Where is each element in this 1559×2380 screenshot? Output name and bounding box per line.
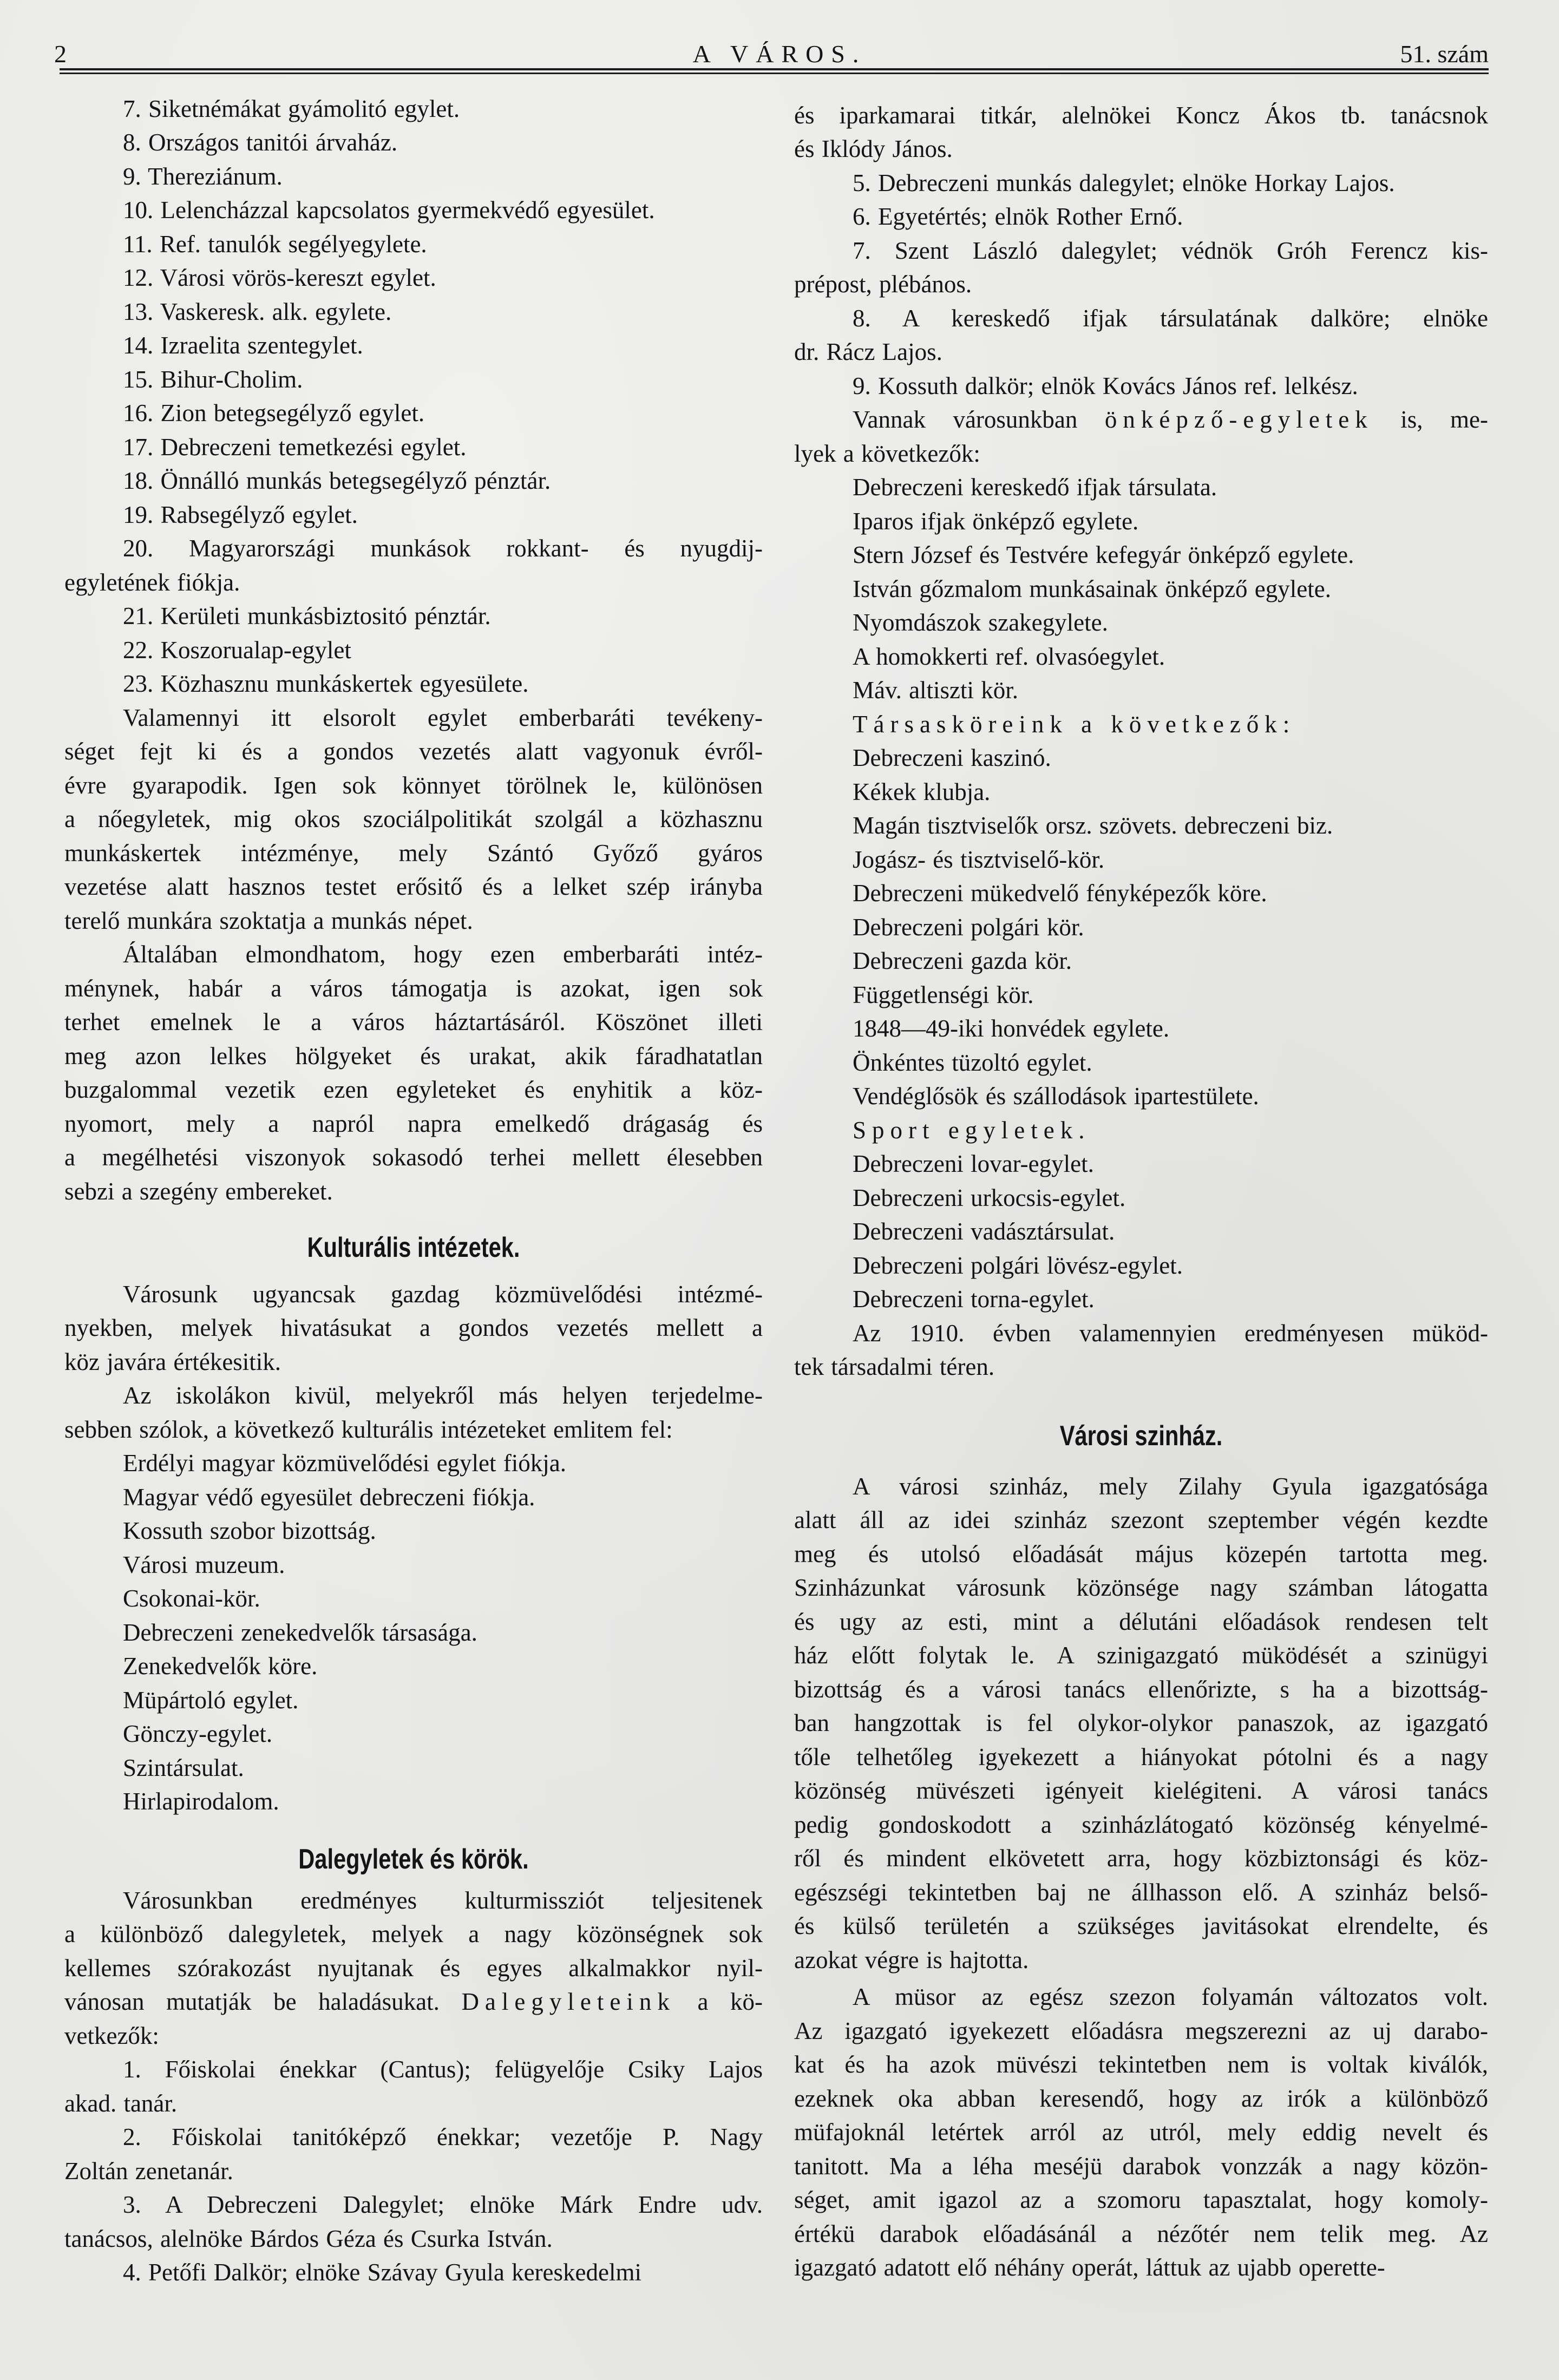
paragraph <box>794 234 1488 301</box>
paragraph <box>64 1582 763 1616</box>
text-line: meg azon lelkes hölgyeket és urakat, akik fáradhatatlan <box>64 1042 763 1070</box>
paragraph <box>64 193 763 227</box>
text-line: 3. A Debreczeni Dalegylet; elnöke Márk Endre udv. <box>123 2191 763 2219</box>
paragraph <box>64 1616 763 1650</box>
text-line: Debreczeni gazda kör. <box>853 947 1072 975</box>
paragraph <box>64 498 763 532</box>
paragraph <box>64 633 763 667</box>
text-line: közönség müvészeti igényeit kielégiteni. A városi tanács <box>794 1777 1488 1805</box>
spaced-emphasis: Dalegyleteink <box>461 1988 676 2016</box>
left-column <box>64 0 763 2380</box>
issue-number: 51. szám <box>1400 40 1489 68</box>
text-line: 1. Főiskolai énekkar (Cantus); felügyelője Csiky Lajos <box>123 2056 763 2083</box>
page-number: 2 <box>54 40 67 68</box>
text-line: tek társadalmi téren. <box>794 1353 995 1381</box>
text-line <box>794 403 1488 437</box>
paragraph <box>64 2120 763 2188</box>
paragraph <box>794 876 1488 910</box>
paragraph <box>64 261 763 295</box>
paragraph <box>64 1548 763 1582</box>
paragraph <box>64 2256 763 2290</box>
paragraph <box>794 572 1488 606</box>
text-line: 14. Izraelita szentegylet. <box>123 332 363 359</box>
paragraph <box>64 2053 763 2120</box>
paragraph <box>794 1147 1488 1181</box>
paragraph <box>794 707 1488 742</box>
text-line: Zoltán zenetanár. <box>64 2157 233 2185</box>
text-block <box>64 92 763 1209</box>
text-line: nyekben, melyek hivatásukat a gondos vezetés mellett a <box>64 1314 763 1342</box>
paragraph <box>794 200 1488 234</box>
spaced-emphasis: Sport egyletek. <box>853 1116 1091 1144</box>
text-segment: a kö- <box>675 1988 763 2016</box>
text-line: Hirlapirodalom. <box>123 1788 279 1815</box>
text-line: köz javára értékesitik. <box>64 1348 281 1375</box>
text-line: pedig gondoskodott a szinházlátogató közönség kényelmé- <box>794 1811 1488 1838</box>
text-line: Debreczeni torna-egylet. <box>853 1286 1095 1313</box>
text-line: dr. Rácz Lajos. <box>794 338 942 366</box>
text-line: 6. Egyetértés; elnök Rother Ernő. <box>853 203 1183 231</box>
section-heading-block <box>794 1420 1488 1455</box>
text-line: 9. Thereziánum. <box>123 162 283 190</box>
text-line: és iparkamarai titkár, alelnökei Koncz Ákos tb. tanácsnok <box>794 101 1488 129</box>
text-line: buzgalommal vezetik ezen egyleteket és enyhitik a köz- <box>64 1076 763 1104</box>
text-line: Müpártoló egylet. <box>123 1686 299 1714</box>
text-line: 23. Közhasznu munkáskertek egyesülete. <box>123 670 529 698</box>
text-line: Debreczeni polgári lövész-egylet. <box>853 1251 1183 1279</box>
text-line: Debreczeni urkocsis-egylet. <box>853 1184 1126 1211</box>
paragraph <box>64 599 763 633</box>
text-line: Jogász- és tisztviselő-kör. <box>853 845 1105 873</box>
paragraph <box>64 667 763 701</box>
text-line: ről és mindent elkövetett arra, hogy közbiztonsági és köz- <box>794 1845 1488 1872</box>
paragraph <box>64 126 763 160</box>
paragraph <box>64 1751 763 1785</box>
text-line: Debreczeni polgári kör. <box>853 913 1084 941</box>
paragraph <box>794 1316 1488 1384</box>
text-line: nyomort, mely a napról napra emelkedő drágaság és <box>64 1110 763 1137</box>
text-line: A városi szinház, mely Zilahy Gyula igazgatósága <box>853 1472 1488 1500</box>
text-line: tanitott. Ma a léha meséjü darabok vonzzák a nagy közön- <box>794 2152 1488 2180</box>
text-line: a különböző dalegyletek, melyek a nagy közönségnek sok <box>64 1920 763 1948</box>
text-line: vetkezők: <box>64 2022 159 2049</box>
paragraph <box>64 396 763 430</box>
paragraph <box>64 937 763 1208</box>
paragraph <box>794 843 1488 877</box>
text-line: Erdélyi magyar közmüvelődési egylet fiókja. <box>123 1450 566 1477</box>
text-line: akad. tanár. <box>64 2089 178 2117</box>
text-line: Vendéglősök és szállodások ipartestülete. <box>853 1083 1259 1110</box>
text-line: 11. Ref. tanulók segélyegylete. <box>123 230 427 258</box>
paragraph <box>794 1079 1488 1113</box>
text-line: tőle telhetőleg igyekezett a hiányokat pótolni és a nagy <box>794 1743 1488 1771</box>
text-segment: Vannak városunkban <box>853 406 1105 434</box>
text-block <box>64 1884 763 2290</box>
text-line: és Iklódy János. <box>794 135 953 163</box>
section-heading: Kulturális intézetek. <box>307 1232 520 1263</box>
paragraph <box>794 1282 1488 1316</box>
paragraph <box>794 910 1488 945</box>
text-block <box>794 99 1488 1384</box>
paragraph <box>794 470 1488 504</box>
text-line: ban hangzottak is fel olykor-olykor panaszok, az igazgató <box>794 1709 1488 1737</box>
text-line: Nyomdászok szakegylete. <box>853 609 1108 637</box>
newspaper-title: A VÁROS. <box>692 40 867 68</box>
text-line: meg és utolsó előadását május közepén tartotta meg. <box>794 1540 1488 1568</box>
text-line: egészségi tekintetben baj ne állhasson elő. A szinház belső- <box>794 1878 1488 1906</box>
text-line: igazgató adatott elő néhány operát, láttuk az ujabb operette- <box>794 2254 1385 2281</box>
paragraph <box>64 2188 763 2256</box>
paragraph <box>794 1012 1488 1046</box>
text-line: 21. Kerületi munkásbiztositó pénztár. <box>123 602 491 630</box>
text-line: Valamennyi itt elsorolt egylet emberbaráti tevékeny- <box>123 704 763 731</box>
paragraph <box>794 538 1488 572</box>
text-line: Debreczeni lovar-egylet. <box>853 1150 1094 1178</box>
text-line: Magyar védő egyesület debreczeni fiókja. <box>123 1483 535 1511</box>
paragraph <box>64 160 763 194</box>
paragraph <box>64 363 763 397</box>
text-segment: vánosan mutatják be haladásukat. <box>64 1988 462 2016</box>
text-line: ezeknek oka abban keresendő, hogy az irók a különböző <box>794 2084 1488 2112</box>
text-line: terhet emelnek le a város háztartásáról. Köszönet illeti <box>64 1008 763 1036</box>
paragraph <box>794 978 1488 1012</box>
text-line: Magán tisztviselők orsz. szövets. debreczeni biz. <box>853 812 1333 840</box>
text-line: Az iskolákon kivül, melyekről más helyen terjedelme- <box>123 1382 763 1409</box>
paragraph <box>794 99 1488 166</box>
text-line: Városunkban eredményes kulturmissziót teljesitenek <box>123 1886 763 1914</box>
text-line: lyek a következők: <box>794 440 980 467</box>
text-line: 1848—49-iki honvédek egylete. <box>853 1015 1170 1043</box>
paragraph <box>794 809 1488 843</box>
text-line: és ugy az esti, mint a délutáni előadások rendesen telt <box>794 1608 1488 1635</box>
text-line: Az igazgató igyekezett előadásra megszerezni az uj darabo- <box>794 2017 1488 2044</box>
text-line: Városunk ugyancsak gazdag közmüvelődési intézmé- <box>123 1280 763 1308</box>
text-line: 10. Lelencházzal kapcsolatos gyermekvédő egyesület. <box>123 196 655 224</box>
paragraph <box>794 944 1488 978</box>
text-line: ménynek, habár a város támogatja is azokat, igen sok <box>64 974 763 1002</box>
text-line: 13. Vaskeresk. alk. egylete. <box>123 298 392 325</box>
text-line: Stern József és Testvére kefegyár önképző egylete. <box>853 541 1354 569</box>
paragraph <box>794 301 1488 369</box>
right-column <box>794 0 1488 2380</box>
text-line: munkáskertek intézménye, mely Szántó Győző gyáros <box>64 839 763 867</box>
text-line: Iparos ifjak önképző egylete. <box>853 507 1139 535</box>
text-line: értékü darabok előadásánál a nézőtér nem telik meg. Az <box>794 2220 1488 2247</box>
spaced-emphasis: Társasköreink a következők: <box>853 710 1296 738</box>
text-line: 8. A kereskedő ifjak társulatának dalköre; elnöke <box>853 304 1488 332</box>
text-line: Általában elmondhatom, hogy ezen emberbaráti intéz- <box>123 941 763 968</box>
text-line <box>794 707 1488 742</box>
text-line: Szinházunkat városunk közönsége nagy számban látogatta <box>794 1574 1488 1602</box>
text-line: séget, amit igazol az a szomoru tapasztalat, hogy komoly- <box>794 2186 1488 2214</box>
paragraph <box>794 1470 1488 1977</box>
text-line: bizottság és a városi tanács ellenőrizte, s ha a bizottság- <box>794 1675 1488 1703</box>
paragraph <box>64 1785 763 1819</box>
paragraph <box>794 166 1488 200</box>
text-line: 15. Bihur-Cholim. <box>123 365 303 393</box>
text-line: Debreczeni mükedvelő fényképezők köre. <box>853 880 1267 907</box>
paragraph <box>794 504 1488 539</box>
text-block <box>64 1277 763 1819</box>
text-line: 16. Zion betegsegélyző egylet. <box>123 399 425 427</box>
text-line: Városi muzeum. <box>123 1551 285 1578</box>
text-line: Debreczeni kaszinó. <box>853 744 1051 772</box>
paragraph <box>794 369 1488 403</box>
text-line: Kékek klubja. <box>853 778 991 805</box>
paragraph <box>794 741 1488 775</box>
text-line: kellemes szórakozást nyujtanak és egyes alkalmakkor nyil- <box>64 1954 763 1982</box>
paragraph <box>64 1480 763 1514</box>
paragraph <box>794 1980 1488 2285</box>
paragraph <box>64 92 763 126</box>
text-line: Kossuth szobor bizottság. <box>123 1517 376 1545</box>
paragraph <box>64 1683 763 1717</box>
text-line: a nőegyletek, mig okos szociálpolitikát szolgál a közhasznu <box>64 805 763 833</box>
paragraph <box>64 464 763 498</box>
paragraph <box>64 1446 763 1480</box>
text-line: Debreczeni vadásztársulat. <box>853 1218 1115 1245</box>
paragraph <box>64 1379 763 1446</box>
text-line: 12. Városi vörös-kereszt egylet. <box>123 264 436 292</box>
text-line: Függetlenségi kör. <box>853 981 1034 1008</box>
text-line: müfajoknál letértek arról az utról, mely eddig nevelt és <box>794 2119 1488 2146</box>
paragraph <box>794 640 1488 674</box>
text-line: Máv. altiszti kör. <box>853 677 1019 704</box>
text-line <box>794 1113 1488 1148</box>
paragraph <box>794 673 1488 707</box>
paragraph <box>64 701 763 938</box>
text-line: 4. Petőfi Dalkör; elnöke Szávay Gyula kereskedelmi <box>123 2259 641 2286</box>
text-line: azokat végre is hajtotta. <box>794 1946 1029 1974</box>
text-line: 5. Debreczeni munkás dalegylet; elnöke Horkay Lajos. <box>853 169 1395 196</box>
text-line: 9. Kossuth dalkör; elnök Kovács János ref. lelkész. <box>853 372 1358 399</box>
paragraph <box>64 1277 763 1379</box>
paragraph <box>794 1215 1488 1249</box>
text-line: kat és ha azok müvészi tekintetben nem is voltak kiválók, <box>794 2051 1488 2079</box>
text-line: Csokonai-kör. <box>123 1585 260 1612</box>
text-line: vezetése alatt hasznos testet erősitő és a lelket szép irányba <box>64 873 763 901</box>
text-line: évre gyarapodik. Igen sok könnyet törölnek le, különösen <box>64 771 763 799</box>
text-line: tanácsos, alelnöke Bárdos Géza és Csurka István. <box>64 2225 553 2252</box>
section-heading-block <box>64 1844 763 1878</box>
text-line <box>64 1985 763 2019</box>
text-line: A homokkerti ref. olvasóegylet. <box>853 642 1165 670</box>
paragraph <box>64 295 763 329</box>
text-block <box>794 1470 1488 2285</box>
text-line: A müsor az egész szezon folyamán változatos volt. <box>853 1983 1488 2011</box>
section-heading-block <box>64 1232 763 1267</box>
paragraph <box>64 430 763 464</box>
text-line: terelő munkára szoktatja a munkás népet. <box>64 907 473 934</box>
text-line: 20. Magyarországi munkások rokkant- és nyugdij- <box>123 535 763 562</box>
text-line: Az 1910. évben valamennyien eredményesen müköd- <box>853 1319 1488 1347</box>
text-line: prépost, plébános. <box>794 271 972 298</box>
paragraph <box>794 1249 1488 1283</box>
paragraph <box>64 1717 763 1751</box>
text-line: ház előtt folytak le. A szinigazgató müködését a szinügyi <box>794 1642 1488 1669</box>
text-line: egyletének fiókja. <box>64 568 240 596</box>
text-line: 7. Szent László dalegylet; védnök Gróh Ferencz kis- <box>853 237 1488 264</box>
text-line: 19. Rabsegélyző egylet. <box>123 501 358 528</box>
text-line: Gönczy-egylet. <box>123 1720 273 1748</box>
paragraph <box>794 1113 1488 1148</box>
paragraph <box>64 1514 763 1548</box>
paragraph <box>794 403 1488 470</box>
text-line: sebzi a szegény embereket. <box>64 1177 333 1205</box>
section-heading: Dalegyletek és körök. <box>298 1844 529 1875</box>
text-line: Önkéntes tüzoltó egylet. <box>853 1048 1092 1076</box>
text-line: a megélhetési viszonyok sokasodó terhei mellett élesebben <box>64 1144 763 1171</box>
text-line: Szintársulat. <box>123 1754 244 1781</box>
paragraph <box>794 606 1488 640</box>
text-line: 7. Siketnémákat gyámolitó egylet. <box>123 95 460 122</box>
paragraph <box>64 532 763 599</box>
section-heading: Városi szinház. <box>1059 1420 1223 1452</box>
text-line: séget fejt ki és a gondos vezetés alatt vagyonuk évről- <box>64 738 763 765</box>
text-segment: is, me- <box>1373 406 1488 434</box>
paragraph <box>794 1181 1488 1215</box>
text-line: alatt áll az idei szinház szezont szeptember végén kezdte <box>794 1506 1488 1534</box>
paragraph <box>64 329 763 363</box>
text-line: 8. Országos tanitói árvaház. <box>123 129 398 156</box>
paragraph <box>64 1649 763 1683</box>
paragraph <box>794 1046 1488 1080</box>
text-line: Debreczeni kereskedő ifjak társulata. <box>853 474 1217 501</box>
paragraph <box>794 775 1488 809</box>
text-line: 17. Debreczeni temetkezési egylet. <box>123 433 467 461</box>
text-line: 18. Önnálló munkás betegsegélyző pénztár. <box>123 467 551 495</box>
text-line: sebben szólok, a következő kulturális intézeteket emlitem fel: <box>64 1415 673 1443</box>
text-line: és külső területén a szükséges javitásokat elrendelte, és <box>794 1912 1488 1940</box>
text-line: 22. Koszorualap-egylet <box>123 636 351 664</box>
paragraph <box>64 227 763 261</box>
text-line: István gőzmalom munkásainak önképző egylete. <box>853 575 1331 602</box>
text-line: 2. Főiskolai tanitóképző énekkar; vezetője P. Nagy <box>123 2123 763 2151</box>
text-line: Debreczeni zenekedvelők társasága. <box>123 1618 477 1646</box>
text-line: Zenekedvelők köre. <box>123 1653 318 1680</box>
paragraph <box>64 1884 763 2053</box>
spaced-emphasis: önképző-egyletek <box>1104 406 1373 434</box>
